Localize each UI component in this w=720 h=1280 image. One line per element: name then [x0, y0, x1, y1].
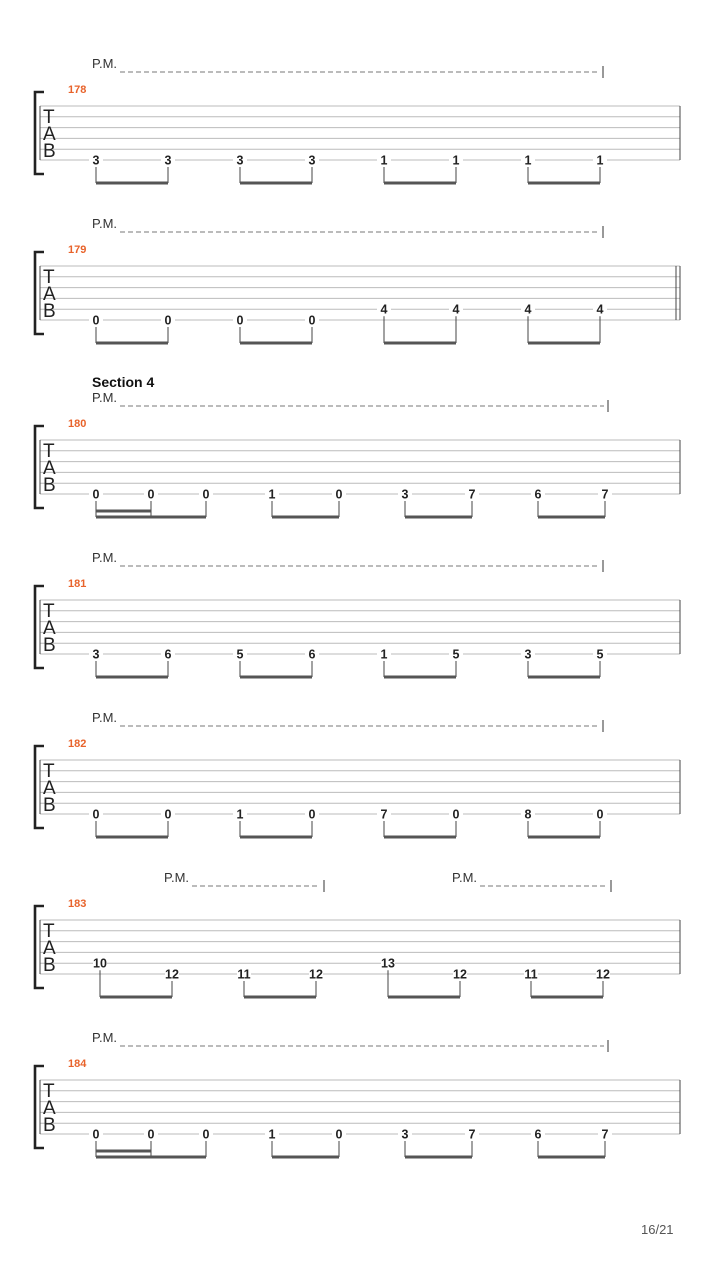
fret-number: 6 — [534, 487, 542, 502]
fret-number: 7 — [601, 487, 609, 502]
fret-number: 0 — [335, 487, 343, 502]
fret-number: 0 — [147, 487, 155, 502]
fret-number: 3 — [308, 153, 316, 168]
fret-number: 7 — [468, 487, 476, 502]
page-number: 16/21 — [641, 1222, 674, 1237]
tab-system-180 — [35, 374, 680, 517]
fret-number: 0 — [452, 807, 460, 822]
palm-mute-label: P.M. — [164, 870, 190, 885]
fret-number: 0 — [92, 807, 100, 822]
fret-number: 0 — [92, 313, 100, 328]
tab-clef-t: T — [43, 107, 55, 128]
fret-number: 3 — [401, 487, 409, 502]
fret-number: 8 — [524, 807, 532, 822]
palm-mute-label: P.M. — [92, 710, 118, 725]
tab-clef-a: A — [43, 778, 56, 799]
fret-number: 1 — [380, 647, 388, 662]
measure-number: 179 — [68, 244, 87, 256]
tab-clef-b: B — [43, 795, 56, 816]
tab-clef-t: T — [43, 1081, 55, 1102]
fret-number: 1 — [236, 807, 244, 822]
fret-number: 12 — [165, 967, 179, 982]
palm-mute-label: P.M. — [92, 1030, 118, 1045]
fret-number: 3 — [92, 153, 100, 168]
fret-number: 1 — [380, 153, 388, 168]
fret-number: 13 — [381, 956, 395, 971]
tab-clef-a: A — [43, 284, 56, 305]
tab-clef-b: B — [43, 301, 56, 322]
fret-number: 12 — [596, 967, 610, 982]
tab-clef-b: B — [43, 955, 56, 976]
tab-clef-t: T — [43, 441, 55, 462]
tab-clef-b: B — [43, 475, 56, 496]
fret-number: 7 — [380, 807, 388, 822]
fret-number: 0 — [164, 807, 172, 822]
fret-number: 0 — [202, 487, 210, 502]
tab-clef-t: T — [43, 601, 55, 622]
tab-clef-b: B — [43, 1115, 56, 1136]
fret-number: 12 — [453, 967, 467, 982]
fret-number: 5 — [236, 647, 244, 662]
tab-clef-t: T — [43, 761, 55, 782]
fret-number: 0 — [308, 807, 316, 822]
fret-number: 4 — [452, 302, 460, 317]
tab-clef-t: T — [43, 921, 55, 942]
fret-number: 1 — [524, 153, 532, 168]
fret-number: 0 — [92, 1127, 100, 1142]
fret-number: 3 — [524, 647, 532, 662]
fret-number: 0 — [308, 313, 316, 328]
fret-number: 11 — [524, 967, 538, 982]
fret-number: 0 — [236, 313, 244, 328]
tab-clef-a: A — [43, 458, 56, 479]
measure-number: 180 — [68, 418, 87, 430]
measure-number: 182 — [68, 738, 87, 750]
fret-number: 0 — [164, 313, 172, 328]
fret-number: 5 — [596, 647, 604, 662]
fret-number: 7 — [468, 1127, 476, 1142]
tab-clef-a: A — [43, 1098, 56, 1119]
fret-number: 0 — [596, 807, 604, 822]
fret-number: 0 — [202, 1127, 210, 1142]
fret-number: 4 — [380, 302, 388, 317]
fret-number: 4 — [524, 302, 532, 317]
fret-number: 4 — [596, 302, 604, 317]
measure-number: 184 — [68, 1058, 87, 1070]
fret-number: 0 — [335, 1127, 343, 1142]
tab-system-179 — [35, 216, 680, 343]
palm-mute-label: P.M. — [452, 870, 478, 885]
tab-clef-a: A — [43, 938, 56, 959]
tab-clef-b: B — [43, 635, 56, 656]
section-label: Section 4 — [92, 374, 155, 390]
fret-number: 3 — [236, 153, 244, 168]
tab-clef-b: B — [43, 141, 56, 162]
tab-clef-t: T — [43, 267, 55, 288]
palm-mute-label: P.M. — [92, 550, 118, 565]
fret-number: 1 — [268, 1127, 276, 1142]
palm-mute-label: P.M. — [92, 390, 118, 405]
fret-number: 11 — [237, 967, 251, 982]
measure-number: 183 — [68, 898, 87, 910]
tab-clef-a: A — [43, 124, 56, 145]
fret-number: 3 — [164, 153, 172, 168]
palm-mute-label: P.M. — [92, 56, 118, 71]
fret-number: 3 — [92, 647, 100, 662]
tab-system-182 — [35, 710, 680, 837]
fret-number: 10 — [93, 956, 107, 971]
fret-number: 5 — [452, 647, 460, 662]
fret-number: 7 — [601, 1127, 609, 1142]
fret-number: 0 — [92, 487, 100, 502]
tab-clef-a: A — [43, 618, 56, 639]
fret-number: 6 — [534, 1127, 542, 1142]
tab-system-178 — [35, 56, 680, 183]
fret-number: 12 — [309, 967, 323, 982]
measure-number: 178 — [68, 84, 87, 96]
fret-number: 1 — [268, 487, 276, 502]
tab-system-184 — [35, 1030, 680, 1157]
palm-mute-label: P.M. — [92, 216, 118, 231]
measure-number: 181 — [68, 578, 87, 590]
tab-system-183 — [35, 870, 680, 997]
fret-number: 0 — [147, 1127, 155, 1142]
fret-number: 6 — [308, 647, 316, 662]
tab-system-181 — [35, 550, 680, 677]
fret-number: 1 — [596, 153, 604, 168]
fret-number: 1 — [452, 153, 460, 168]
fret-number: 6 — [164, 647, 172, 662]
fret-number: 3 — [401, 1127, 409, 1142]
